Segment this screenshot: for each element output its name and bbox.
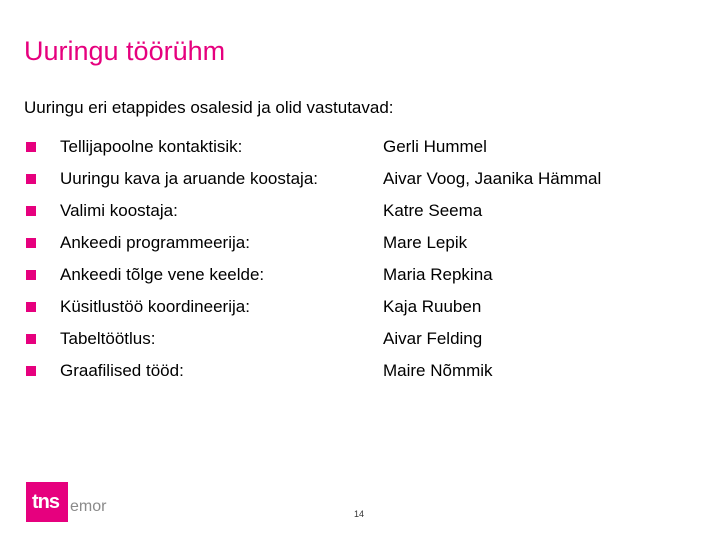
role-label: Uuringu kava ja aruande koostaja: [60,169,318,188]
logo-mark-icon [26,482,68,522]
list-item [24,291,704,323]
person-name: Aivar Felding [383,329,483,348]
list-item [24,195,704,227]
person-name: Maria Repkina [383,265,493,284]
slide-title: Uuringu töörühm [24,36,226,66]
list-item [24,163,704,195]
person-name: Mare Lepik [383,233,468,252]
square-bullet-icon [26,142,36,152]
square-bullet-icon [26,270,36,280]
logo-primary-text: tns [32,491,59,513]
role-label: Valimi koostaja: [60,201,178,220]
square-bullet-icon [26,366,36,376]
list-item [24,259,704,291]
logo-secondary-text: emor [70,498,107,515]
square-bullet-icon [26,334,36,344]
person-name: Gerli Hummel [383,137,487,156]
team-list [24,131,704,387]
role-label: Küsitlustöö koordineerija: [60,297,250,316]
square-bullet-icon [26,206,36,216]
role-label: Ankeedi programmeerija: [60,233,250,252]
role-label: Tabeltöötlus: [60,329,156,348]
tns-emor-logo [26,480,146,524]
list-item [24,131,704,163]
role-label: Tellijapoolne kontaktisik: [60,137,243,156]
list-item [24,227,704,259]
page-number: 14 [354,509,365,519]
role-label: Graafilised tööd: [60,361,184,380]
role-label: Ankeedi tõlge vene keelde: [60,265,265,284]
list-item [24,355,704,387]
person-name: Maire Nõmmik [383,361,493,380]
square-bullet-icon [26,238,36,248]
intro-text: Uuringu eri etappides osalesid ja olid vastutavad: [24,98,394,117]
square-bullet-icon [26,174,36,184]
person-name: Aivar Voog, Jaanika Hämmal [383,169,602,188]
list-item [24,323,704,355]
square-bullet-icon [26,302,36,312]
person-name: Katre Seema [383,201,483,220]
person-name: Kaja Ruuben [383,297,482,316]
